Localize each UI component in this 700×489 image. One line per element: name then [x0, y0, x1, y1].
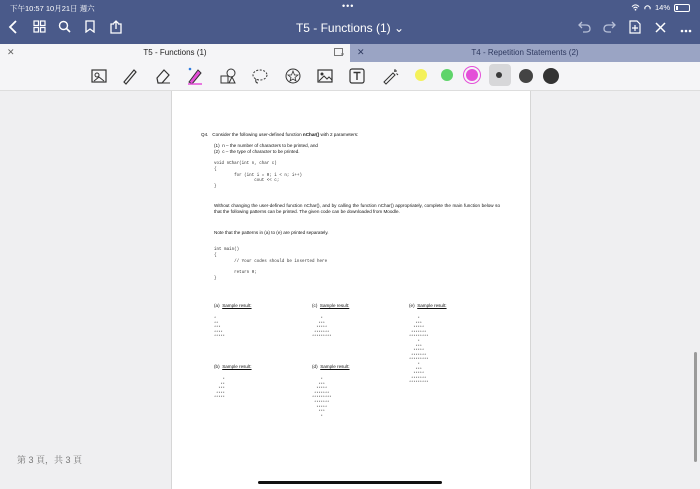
sample-d-label	[312, 364, 350, 370]
sample-c-label	[312, 303, 349, 309]
sample-e-pattern: * *** ***** ******* ********* * *** ***** ******* ********* * *** ***** ******* *********	[409, 317, 429, 386]
code-nchar: void nChar(int n, char c) { for (int i = 0; i < n; i++) cout << c; }	[214, 162, 302, 190]
sample-letter: (b)	[214, 364, 220, 369]
headphones-icon	[644, 4, 651, 11]
redo-icon[interactable]	[603, 20, 616, 38]
nav-bar	[0, 14, 700, 44]
sample-letter: (a)	[214, 303, 220, 308]
param-2-number: (2)	[214, 149, 220, 154]
tab-t5-functions[interactable]	[0, 44, 350, 62]
sample-b-pattern: * ** *** **** *****	[214, 378, 225, 401]
sticker-icon[interactable]	[284, 67, 302, 85]
laser-pointer-icon[interactable]	[381, 67, 399, 85]
param-list	[214, 143, 494, 155]
sample-c-pattern: * *** ***** ******* *********	[312, 317, 332, 340]
sample-label: Sample result:	[417, 303, 447, 308]
param-2	[214, 149, 494, 155]
document-title-text: T5 - Functions (1)	[295, 21, 391, 35]
color-magenta-selected[interactable]	[466, 69, 478, 81]
battery-icon	[674, 4, 690, 12]
sample-label: Sample result:	[222, 303, 252, 308]
more-icon[interactable]	[680, 20, 692, 38]
add-page-icon[interactable]	[629, 20, 641, 39]
image-scan-icon[interactable]	[90, 67, 108, 85]
pen-icon[interactable]	[121, 67, 139, 85]
undo-icon[interactable]	[578, 20, 591, 38]
tab-t4-repetition[interactable]	[350, 44, 700, 62]
sample-label: Sample result:	[222, 364, 252, 369]
wifi-icon	[631, 4, 640, 11]
sample-b-label	[214, 364, 252, 370]
shapes-icon[interactable]	[219, 67, 237, 85]
instruction-paragraph: Without changing the user-defined function nChar(), and by calling the function nChar() appropriately, complete the main function below so that the following patterns can be printed. The given code can be downloaded from Moodle.	[214, 203, 500, 214]
sample-letter: (c)	[312, 303, 318, 308]
question-intro: Consider the following user-defined function	[212, 132, 303, 137]
pdf-page[interactable]	[171, 91, 531, 489]
color-green[interactable]	[441, 69, 453, 81]
page-indicator: 第 3 頁，共 3 頁	[17, 455, 83, 465]
param-2-text: c – the type of character to be printed.	[222, 149, 300, 154]
multitask-dots[interactable]: •••	[342, 1, 355, 11]
sample-letter: (e)	[409, 303, 415, 308]
annotation-toolbar	[0, 62, 700, 91]
status-date: 10月21日 週六	[45, 4, 95, 13]
status-time: 下午10:57	[10, 4, 44, 13]
status-right	[631, 3, 690, 12]
battery-percent: 14%	[654, 3, 670, 12]
scrollbar[interactable]	[694, 352, 697, 462]
code-main: int main() { // Your codes should be inserted here return 0; }	[214, 248, 328, 281]
image-icon[interactable]	[316, 67, 334, 85]
close-icon[interactable]	[655, 20, 666, 38]
size-small[interactable]	[496, 72, 502, 78]
sample-e-label	[409, 303, 447, 309]
question-number: Q4.	[201, 132, 209, 137]
sample-d-pattern: * *** ***** ******* ********* ******* ***** *** *	[312, 378, 332, 419]
chevron-down-icon: ⌄	[393, 21, 405, 35]
question-heading	[201, 132, 501, 138]
size-large[interactable]	[543, 68, 559, 84]
note-paragraph: Note that the patterns in (a) to (e) are printed separately.	[214, 230, 329, 235]
eraser-icon[interactable]	[154, 67, 172, 85]
status-time-date	[10, 3, 95, 14]
sample-label: Sample result:	[319, 303, 350, 308]
question-function-name: nChar()	[302, 132, 320, 137]
split-view-icon[interactable]	[334, 48, 345, 58]
lasso-icon[interactable]	[251, 67, 269, 85]
sample-a-label	[214, 303, 252, 309]
text-tool-icon[interactable]	[348, 67, 366, 85]
sample-label: Sample result:	[320, 364, 350, 369]
size-medium[interactable]	[519, 69, 533, 83]
document-title[interactable]	[0, 21, 700, 35]
param-1-number: (1)	[214, 143, 220, 148]
status-bar	[0, 0, 700, 14]
home-indicator[interactable]	[258, 481, 442, 484]
question-tail: with 2 parameters:	[319, 132, 359, 137]
tab-close-icon[interactable]: ✕	[7, 47, 15, 57]
tab-label: T5 - Functions (1)	[143, 48, 207, 57]
highlighter-icon[interactable]	[186, 67, 204, 85]
tab-bar	[0, 44, 700, 62]
param-1-text: n – the number of characters to be printed, and	[222, 143, 318, 148]
sample-a-pattern: * ** *** **** *****	[214, 317, 225, 340]
tab-label: T4 - Repetition Statements (2)	[471, 48, 579, 57]
tab-close-icon[interactable]: ✕	[357, 47, 365, 57]
sample-letter: (d)	[312, 364, 318, 369]
color-yellow[interactable]	[415, 69, 427, 81]
